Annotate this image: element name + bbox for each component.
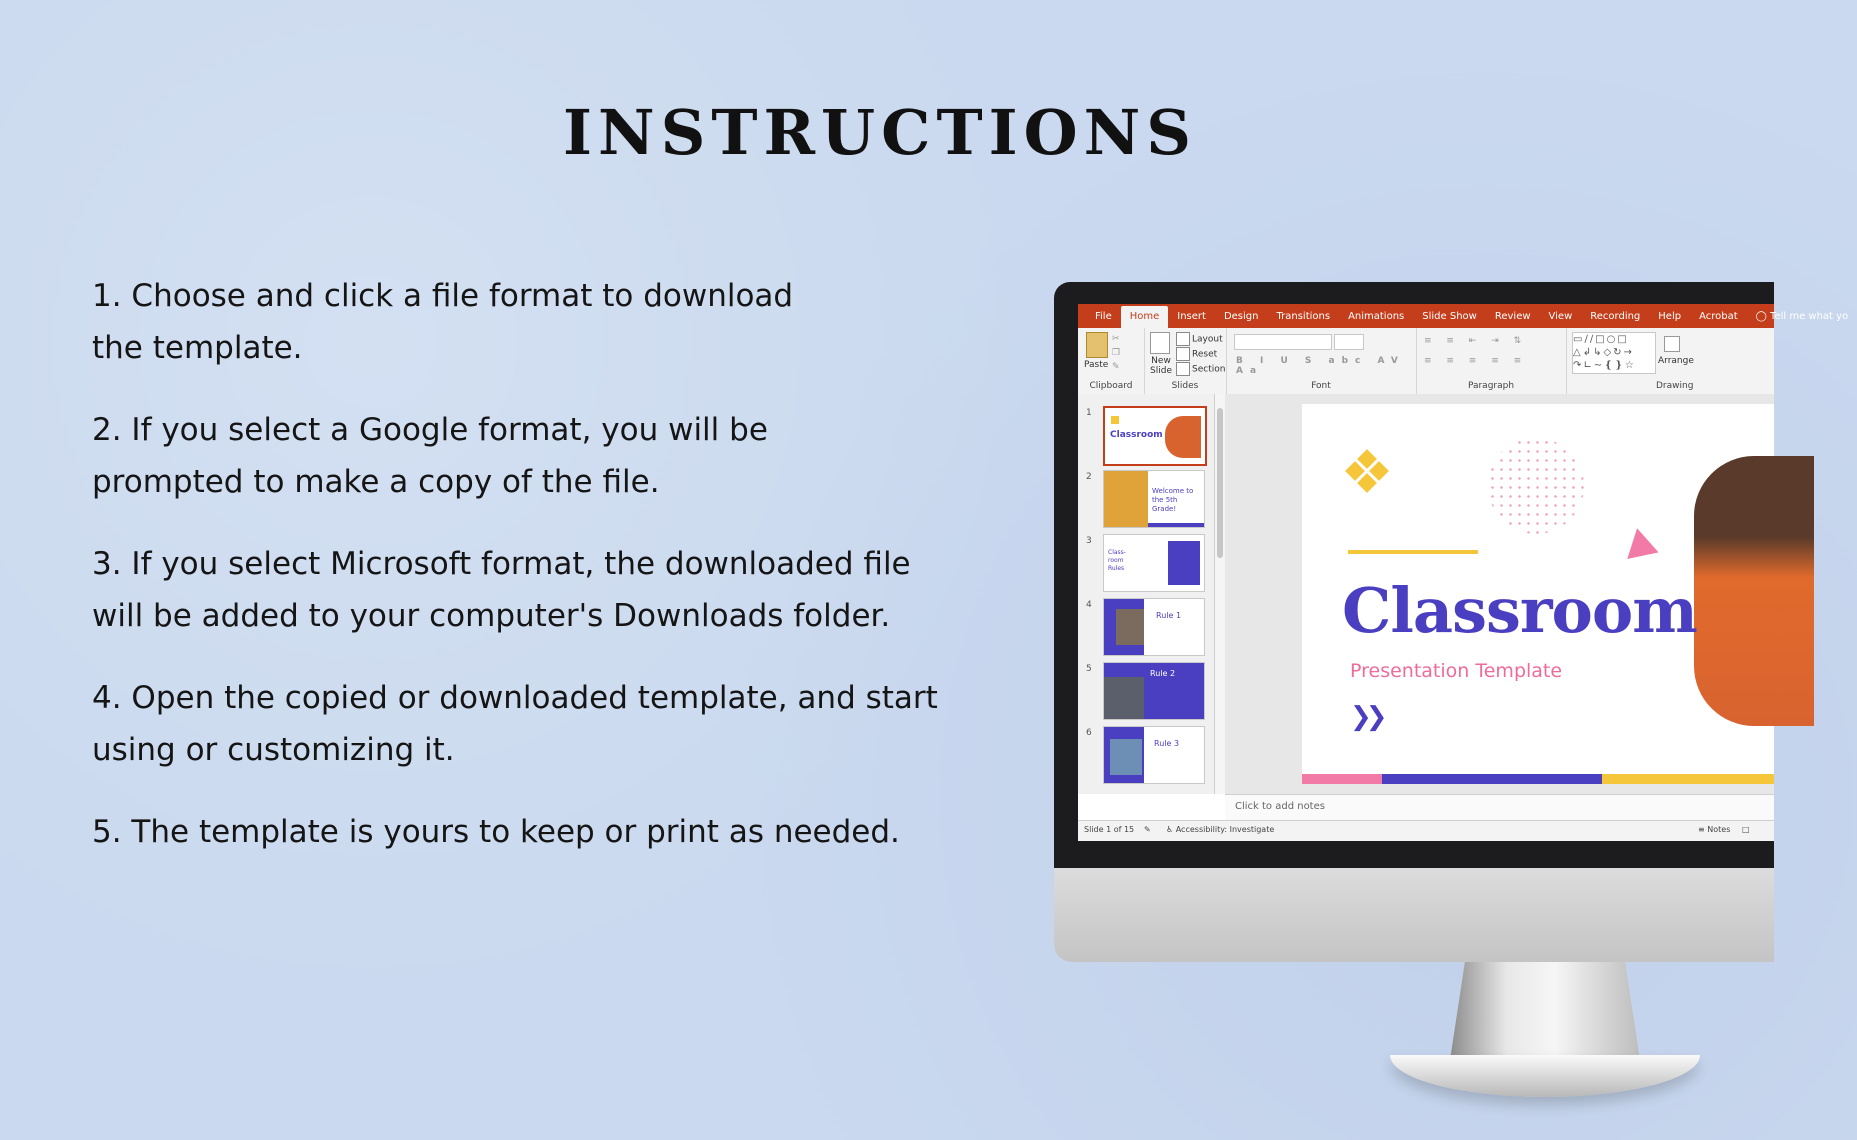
powerpoint-window xyxy=(1078,304,1849,840)
thumb-photo xyxy=(1165,416,1201,458)
tab-home[interactable]: Home xyxy=(1121,306,1169,328)
tell-me-label: Tell me what yo xyxy=(1770,311,1849,322)
tab-file[interactable]: File xyxy=(1095,311,1112,322)
section-button[interactable] xyxy=(1176,362,1225,376)
section-icon xyxy=(1176,362,1190,376)
tab-animations[interactable]: Animations xyxy=(1348,311,1405,322)
thumb-title: Class-room Rules xyxy=(1108,549,1126,572)
slide-thumbnail-2[interactable] xyxy=(1103,470,1205,528)
new-slide-icon xyxy=(1150,332,1170,354)
cut-icon[interactable]: ✂ xyxy=(1112,334,1120,344)
scrollbar-thumb[interactable] xyxy=(1217,408,1223,558)
shapes-gallery[interactable]: ▭∕∕□○□ △↲↳◇↻→ ↷∟∼❴❵☆ xyxy=(1572,332,1656,374)
group-paragraph xyxy=(1416,328,1567,394)
thumb-photo xyxy=(1104,471,1148,527)
chevron-double-icon: ❯❯ xyxy=(1350,702,1382,732)
pink-triangle xyxy=(1621,525,1658,559)
status-bar xyxy=(1078,820,1774,841)
spelling-icon[interactable]: ✎ xyxy=(1144,825,1151,834)
thumb-title: Rule 1 xyxy=(1156,611,1182,620)
comments-icon[interactable]: □ xyxy=(1742,825,1750,834)
ribbon xyxy=(1078,328,1774,395)
slide-title[interactable]: Classroom xyxy=(1342,574,1697,647)
tab-transitions[interactable]: Transitions xyxy=(1276,311,1331,322)
font-format-icons[interactable]: B I U S abc AV Aa xyxy=(1236,356,1405,376)
tab-design[interactable]: Design xyxy=(1223,311,1259,322)
group-label-drawing: Drawing xyxy=(1656,381,1694,391)
paste-button[interactable]: Paste xyxy=(1084,360,1109,370)
slide-subtitle[interactable]: Presentation Template xyxy=(1350,660,1563,682)
instruction-step: 4. Open the copied or downloaded template, and start using or customizing it. xyxy=(92,680,938,768)
accessibility-label: Accessibility: Investigate xyxy=(1175,825,1275,834)
layout-icon xyxy=(1176,332,1190,346)
thumb-number: 3 xyxy=(1086,536,1092,546)
thumb-title: Rule 3 xyxy=(1154,739,1180,748)
monitor xyxy=(1054,282,1849,962)
paste-icon xyxy=(1086,332,1108,358)
tab-view[interactable]: View xyxy=(1548,311,1573,322)
reset-button[interactable] xyxy=(1176,347,1217,361)
notes-icon: ≡ xyxy=(1698,825,1708,834)
layout-label: Layout xyxy=(1192,334,1223,345)
tab-review[interactable]: Review xyxy=(1494,311,1531,322)
slide-thumbnail-5[interactable] xyxy=(1103,662,1205,720)
slide-canvas[interactable] xyxy=(1302,404,1774,784)
thumb-number: 4 xyxy=(1086,600,1092,610)
thumb-panel xyxy=(1168,541,1200,585)
monitor-stand-base xyxy=(1390,1055,1700,1097)
dot-grid-decoration xyxy=(1488,438,1584,534)
group-slides xyxy=(1144,328,1227,394)
thumb-title: Welcome to the 5th Grade! xyxy=(1152,487,1194,513)
group-font xyxy=(1226,328,1417,394)
notes-pane[interactable]: Click to add notes xyxy=(1225,794,1774,820)
reset-icon xyxy=(1176,347,1190,361)
tab-recording[interactable]: Recording xyxy=(1590,311,1641,322)
font-size-field[interactable] xyxy=(1334,334,1364,350)
thumb-title: Rule 2 xyxy=(1150,669,1176,678)
instruction-step: 1. Choose and click a file format to download the template. xyxy=(92,278,794,366)
yellow-rule xyxy=(1348,550,1478,554)
student-photo xyxy=(1694,456,1814,726)
group-label-paragraph: Paragraph xyxy=(1467,381,1515,391)
thumb-photo xyxy=(1110,739,1142,775)
slide-thumbnail-6[interactable] xyxy=(1103,726,1205,784)
bottom-strip-yellow xyxy=(1602,774,1774,784)
thumb-shape xyxy=(1111,416,1119,424)
group-label-slides: Slides xyxy=(1171,381,1199,391)
tab-acrobat[interactable]: Acrobat xyxy=(1699,311,1738,322)
thumb-title: Classroom xyxy=(1110,430,1163,440)
slide-thumbnail-4[interactable] xyxy=(1103,598,1205,656)
notes-label: Notes xyxy=(1707,825,1731,834)
slide-thumbnail-pane xyxy=(1078,394,1215,794)
thumb-photo xyxy=(1116,609,1144,645)
new-slide-button[interactable]: New Slide xyxy=(1150,356,1172,376)
notes-toggle[interactable] xyxy=(1698,821,1730,839)
arrange-button[interactable]: Arrange xyxy=(1658,356,1694,366)
accessibility-icon: ♿ xyxy=(1166,825,1176,834)
instruction-step: 2. If you select a Google format, you will be prompted to make a copy of the file. xyxy=(92,412,768,500)
lightbulb-icon: ◯ xyxy=(1755,311,1771,322)
section-label: Section xyxy=(1192,364,1226,375)
copy-icon[interactable]: ❐ xyxy=(1112,348,1121,358)
monitor-chin xyxy=(1054,868,1774,962)
format-painter-icon[interactable]: ✎ xyxy=(1112,362,1120,372)
thumb-number: 2 xyxy=(1086,472,1092,482)
thumb-number: 6 xyxy=(1086,728,1092,738)
font-name-field[interactable] xyxy=(1234,334,1332,350)
accessibility-status[interactable] xyxy=(1166,821,1274,839)
instruction-list xyxy=(92,270,992,888)
slide-thumbnail-3[interactable] xyxy=(1103,534,1205,592)
layout-button[interactable] xyxy=(1176,332,1223,346)
arrange-icon xyxy=(1664,336,1680,352)
thumb-photo xyxy=(1104,677,1144,719)
group-label-font: Font xyxy=(1311,381,1331,391)
page-title: INSTRUCTIONS xyxy=(562,96,1198,169)
thumbnail-scrollbar[interactable] xyxy=(1215,394,1225,794)
thumb-bar xyxy=(1148,523,1204,527)
group-clipboard xyxy=(1078,328,1145,394)
tab-insert[interactable]: Insert xyxy=(1177,311,1206,322)
reset-label: Reset xyxy=(1192,349,1218,360)
thumb-number: 5 xyxy=(1086,664,1092,674)
list-icons[interactable]: ≡ ≡ ⇤ ⇥ ⇅ xyxy=(1424,336,1528,346)
bottom-strip-purple xyxy=(1382,774,1622,784)
ribbon-tabs xyxy=(1078,304,1849,328)
tab-slide-show[interactable]: Slide Show xyxy=(1422,311,1477,322)
align-icons[interactable]: ≡ ≡ ≡ ≡ ≡ xyxy=(1424,356,1528,366)
slide-thumbnail-1[interactable] xyxy=(1103,406,1207,466)
tell-me-search[interactable] xyxy=(1747,306,1857,328)
instruction-step: 5. The template is yours to keep or print as needed. xyxy=(92,814,900,850)
group-label-clipboard: Clipboard xyxy=(1089,381,1133,391)
group-drawing xyxy=(1566,328,1774,394)
monitor-stand-neck xyxy=(1450,960,1640,1060)
tab-help[interactable]: Help xyxy=(1658,311,1682,322)
thumb-number: 1 xyxy=(1086,408,1092,418)
instruction-step: 3. If you select Microsoft format, the downloaded file will be added to your computer's Downloads folder. xyxy=(92,546,911,634)
diamond-cluster xyxy=(1348,452,1388,492)
slide-counter: Slide 1 of 15 xyxy=(1084,825,1135,834)
work-area xyxy=(1078,394,1774,812)
